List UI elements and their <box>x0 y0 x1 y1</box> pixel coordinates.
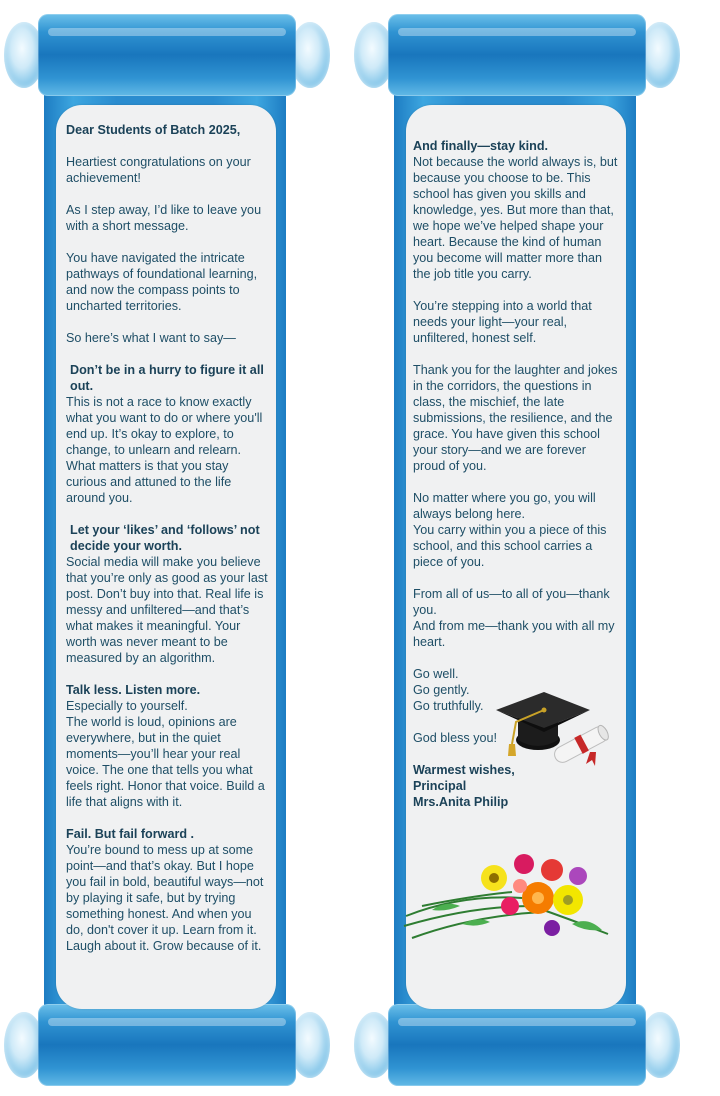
letter-part-1 <box>66 122 272 970</box>
salutation: Dear Students of Batch 2025, <box>66 123 241 137</box>
section-heading-fail: Fail. But fail forward . <box>66 827 195 841</box>
belong-line-1: No matter where you go, you will always belong here. <box>413 491 596 521</box>
left-scroll <box>0 0 346 1096</box>
intro-paragraph: As I step away, I’d like to leave you with a short message. <box>66 203 262 233</box>
signer-role: Principal <box>413 779 467 793</box>
thanks-paragraph: Thank you for the laughter and jokes in the corridors, the questions in class, the mischief, the late submissions, the resilience, and the grace. You have given this school your story—and we are forever proud of you. <box>413 363 618 473</box>
lead-in-paragraph: So here’s what I want to say— <box>66 331 236 345</box>
congrats-paragraph: Heartiest congratulations on your achievement! <box>66 155 251 185</box>
section-line-listen: Especially to yourself. <box>66 699 188 713</box>
belong-line-2: You carry within you a piece of this school, and this school carries a piece of you. <box>413 523 607 569</box>
blessing: God bless you! <box>413 731 498 745</box>
scroll-top-roller <box>354 14 680 96</box>
flower-bouquet-icon <box>402 846 614 954</box>
go-well-line: Go well. <box>413 667 459 681</box>
section-heading-worth: Let your ‘likes’ and ‘follows’ not decide your worth. <box>70 523 260 553</box>
scroll-bottom-roller <box>4 1004 330 1086</box>
closing: Warmest wishes, <box>413 763 515 777</box>
section-body-fail: You’re bound to mess up at some point—and that’s okay. But I hope you fail in bold, beautiful ways—not by playing it safe, but by trying something honest. And when you do, don't cover it up. Learn from it. Laugh about it. Grow because of it. <box>66 843 264 953</box>
section-body-worth: Social media will make you believe that you’re only as good as your last post. Don’t buy into that. Real life is messy and unfiltered—and that’s what makes it meaningful. Your worth was never meant to be measured by an algorithm. <box>66 555 268 665</box>
from-all-line-2: And from me—thank you with all my heart. <box>413 619 615 649</box>
section-heading-listen: Talk less. Listen more. <box>66 683 201 697</box>
section-body-hurry: This is not a race to know exactly what you want to do or where you'll end up. It’s okay to explore, to change, to unlearn and relearn. What matters is that you stay curious and attuned to the life around you. <box>66 395 263 505</box>
section-body-kind: Not because the world always is, but because you choose to be. This school has given you skills and knowledge, yes. But more than that, we hope we’ve helped shape your heart. Because the kind of human you become will matter more than the job title you carry. <box>413 155 618 281</box>
from-all-line-1: From all of us—to all of you—thank you. <box>413 587 610 617</box>
navigated-paragraph: You have navigated the intricate pathways of foundational learning, and now the compass points to uncharted territories. <box>66 251 258 313</box>
scroll-bottom-roller <box>354 1004 680 1086</box>
signer-name: Mrs.Anita Philip <box>413 795 509 809</box>
go-truthfully-line: Go truthfully. <box>413 699 484 713</box>
graduation-cap-and-diploma-icon <box>494 688 612 766</box>
scroll-top-roller <box>4 14 330 96</box>
go-gently-line: Go gently. <box>413 683 470 697</box>
section-body-listen: The world is loud, opinions are everywhere, but in the quiet moments—you’ll hear your real voice. The one that tells you what feels right. Honor that voice. Build a life that aligns with it. <box>66 715 265 809</box>
section-heading-hurry: Don’t be in a hurry to figure it all out. <box>70 363 264 393</box>
section-heading-kind: And finally—stay kind. <box>413 139 549 153</box>
light-paragraph: You’re stepping into a world that needs your light—your real, unfiltered, honest self. <box>413 299 592 345</box>
